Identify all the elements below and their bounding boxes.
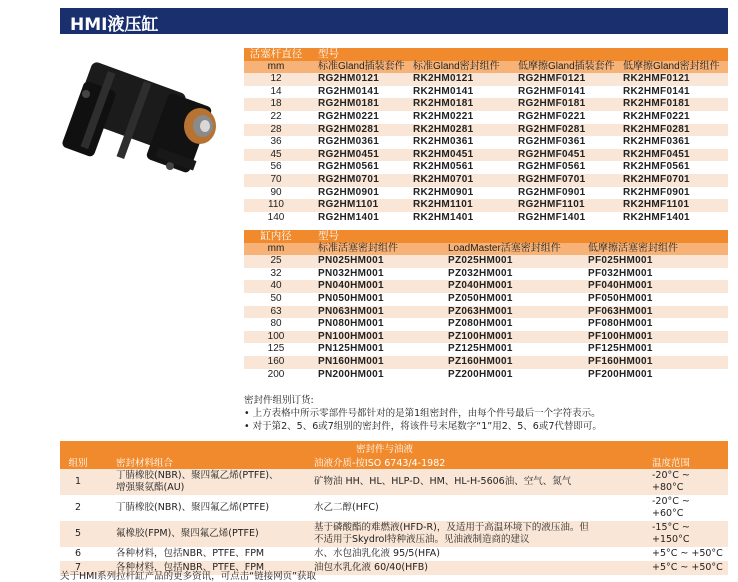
part-number-cell: RG2HMF0281 [518, 124, 623, 137]
size-cell: 110 [244, 199, 308, 212]
material-cell: 氟橡胶(FPM)、聚四氟乙烯(PTFE) [96, 521, 310, 547]
seal-table-title-row [60, 441, 728, 455]
rod-header-diameter: 活塞杆直径 [244, 48, 308, 61]
part-number-cell: RG2HM0561 [318, 161, 380, 173]
size-cell: 90 [270, 186, 282, 198]
part-number-cell: PN040HM001 [308, 280, 448, 293]
part-number-cell: PZ025HM001 [448, 255, 588, 268]
part-number-cell: PN125HM001 [318, 343, 384, 355]
size-cell: 36 [270, 136, 282, 148]
seal-table-row [60, 521, 728, 547]
part-number-cell: RK2HM0361 [413, 136, 474, 148]
part-number-cell: RG2HM1101 [308, 199, 413, 212]
bore-header-col: LoadMaster活塞密封组件 [448, 243, 588, 256]
part-number-cell: PN050HM001 [318, 292, 384, 304]
group-cell: 7 [60, 561, 96, 575]
seal-table-header-row [60, 455, 728, 469]
rod-seal-table [244, 48, 728, 224]
bore-table-row [244, 255, 728, 268]
rod-header-unit: mm [244, 61, 308, 74]
rod-table-row [244, 161, 728, 174]
part-number-cell: PN100HM001 [308, 331, 448, 344]
rod-header-col: 标准Gland密封组件 [413, 61, 518, 74]
part-number-cell: RK2HM0561 [413, 161, 474, 173]
size-cell: 32 [270, 267, 282, 279]
medium-cell: 基于磷酸酯的难燃液(HFD-R)，及适用于高温环境下的液压油。但 不适用于Skydrol特种液压油。见油液制造商的建议 [310, 521, 648, 547]
part-number-cell: PN025HM001 [308, 255, 448, 268]
part-number-cell: PZ100HM001 [448, 331, 588, 344]
size-cell: 25 [244, 255, 308, 268]
seal-header-group: 组别 [60, 455, 96, 469]
rod-table-row [244, 174, 728, 187]
medium-cell: 油包水乳化液 60/40(HFB) [310, 561, 648, 575]
part-number-cell: PN080HM001 [318, 318, 384, 330]
temperature-cell: -20°C ~ +60°C [652, 496, 690, 519]
part-number-cell: RK2HMF0451 [623, 149, 728, 162]
bore-table-row [244, 318, 728, 331]
part-number-cell: PZ032HM001 [448, 267, 513, 279]
footer-text: 关于HMI系列拉杆缸产品的更多资讯，可点击“链接网页”获取 [60, 571, 316, 582]
seal-table-title: 密封件与油液 [310, 441, 648, 455]
seal-fluid-table [60, 441, 728, 575]
part-number-cell: RG2HMF0141 [518, 85, 586, 97]
part-number-cell: PF040HM001 [588, 280, 728, 293]
part-number-cell: RK2HMF1401 [623, 211, 690, 223]
title-bar [60, 8, 728, 34]
group-cell: 6 [74, 548, 82, 559]
size-cell: 140 [267, 211, 285, 223]
bore-table-row [244, 293, 728, 306]
material-cell: 各种材料，包括NBR、PTFE、FPM [116, 548, 265, 559]
size-cell: 18 [244, 98, 308, 111]
part-number-cell: RG2HMF1401 [518, 211, 586, 223]
rod-table-row [244, 86, 728, 99]
rod-header-col: 标准Gland插装套件 [308, 61, 413, 74]
part-number-cell: PF032HM001 [588, 267, 653, 279]
ordering-notes [244, 394, 728, 433]
size-cell: 160 [244, 356, 308, 369]
bore-table-row [244, 306, 728, 319]
rod-table-row [244, 111, 728, 124]
bore-table-row [244, 369, 728, 382]
rod-header-col: 低摩擦Gland密封组件 [623, 61, 728, 74]
part-number-cell: RG2HMF0561 [518, 161, 586, 173]
notes-bullet: • 对于第2、5、6或7组别的密封件，将该件号末尾数字“1”用2、5、6或7代替即可。 [244, 421, 602, 432]
part-number-cell: RG2HM0281 [308, 124, 413, 137]
rod-table-row [244, 124, 728, 137]
part-number-cell: RG2HM0701 [308, 174, 413, 187]
rod-table-header-row [244, 48, 728, 61]
seal-header-medium: 油液介质-按ISO 6743/4-1982 [310, 455, 648, 469]
rod-table-row [244, 136, 728, 149]
part-number-cell: RG2HMF0221 [518, 110, 586, 122]
part-number-cell: PF160HM001 [588, 356, 728, 369]
part-number-cell: RK2HMF0141 [623, 85, 690, 97]
part-number-cell: RG2HM0901 [318, 186, 380, 198]
bore-table-row [244, 356, 728, 369]
part-number-cell: RG2HM0451 [308, 149, 413, 162]
part-number-cell: RK2HM1401 [413, 211, 474, 223]
hydraulic-cylinder-image [60, 46, 240, 186]
size-cell: 50 [270, 292, 282, 304]
part-number-cell: RK2HMF1101 [623, 199, 728, 212]
part-number-cell: RG2HM0221 [318, 110, 380, 122]
rod-table-row [244, 199, 728, 212]
part-number-cell: PZ040HM001 [448, 280, 588, 293]
part-number-cell: PZ050HM001 [448, 292, 513, 304]
part-number-cell: RG2HMF0121 [518, 73, 623, 86]
size-cell: 28 [244, 124, 308, 137]
material-cell: 丁腈橡胶(NBR)、聚四氟乙烯(PTFE)、 增强聚氨酯(AU) [96, 469, 310, 495]
size-cell: 63 [244, 306, 308, 319]
notes-heading: 密封件组别订货: [244, 395, 314, 406]
part-number-cell: RG2HM0121 [308, 73, 413, 86]
rod-table-row [244, 149, 728, 162]
part-number-cell: RG2HM0181 [308, 98, 413, 111]
notes-bullet: • 上方表格中所示零部件号都针对的是第1组密封件，由每个件号最后一个字符表示。 [244, 408, 601, 419]
part-number-cell: PF125HM001 [588, 343, 653, 355]
footer-note [60, 568, 316, 582]
part-number-cell: RG2HMF0181 [518, 98, 623, 111]
size-cell: 200 [267, 368, 285, 380]
part-number-cell: RK2HMF0181 [623, 98, 728, 111]
part-number-cell: RK2HM0141 [413, 85, 474, 97]
bore-header-unit: mm [244, 243, 308, 256]
part-number-cell: PF063HM001 [588, 306, 728, 319]
part-number-cell: RG2HMF0901 [518, 186, 586, 198]
material-cell: 各种材料，包括NBR、PTFE、FPM [96, 561, 310, 575]
temperature-cell: +5°C ~ +50°C [648, 561, 728, 575]
part-number-cell: RK2HMF0361 [623, 136, 690, 148]
part-number-cell: RK2HM0451 [413, 149, 518, 162]
part-number-cell: RG2HM1401 [318, 211, 380, 223]
part-number-cell: PN200HM001 [318, 368, 384, 380]
page-title: HMI液压缸 [70, 15, 159, 35]
rod-table-row [244, 212, 728, 225]
part-number-cell: PF100HM001 [588, 331, 728, 344]
part-number-cell: PN032HM001 [318, 267, 384, 279]
bore-table-row [244, 331, 728, 344]
part-number-cell: RK2HMF0281 [623, 124, 728, 137]
part-number-cell: RG2HM0141 [318, 85, 380, 97]
part-number-cell: RG2HMF0701 [518, 174, 623, 187]
part-number-cell: RK2HMF0901 [623, 186, 690, 198]
seal-header-material: 密封材料组合 [96, 455, 310, 469]
part-number-cell: RK2HMF0561 [623, 161, 690, 173]
part-number-cell: PZ063HM001 [448, 306, 588, 319]
medium-cell: 水、水包油乳化液 95/5(HFA) [314, 548, 441, 559]
bore-header-group: 型号 [308, 230, 728, 243]
bore-header-diameter: 缸内径 [244, 230, 308, 243]
part-number-cell: PF025HM001 [588, 255, 728, 268]
part-number-cell: RG2HMF0361 [518, 136, 586, 148]
part-number-cell: PF080HM001 [588, 318, 653, 330]
size-cell: 14 [270, 85, 282, 97]
group-cell: 2 [74, 502, 82, 513]
part-number-cell: PZ200HM001 [448, 368, 513, 380]
part-number-cell: PF200HM001 [588, 368, 653, 380]
seal-table-row [60, 547, 728, 561]
part-number-cell: PZ125HM001 [448, 343, 513, 355]
temperature-cell: -15°C ~ +150°C [648, 521, 728, 547]
size-cell: 56 [270, 161, 282, 173]
part-number-cell: PN063HM001 [308, 306, 448, 319]
part-number-cell: PN160HM001 [308, 356, 448, 369]
part-number-cell: RG2HMF0451 [518, 149, 623, 162]
bore-table-row [244, 280, 728, 293]
part-number-cell: RG2HM0361 [318, 136, 380, 148]
temperature-cell: +5°C ~ +50°C [652, 548, 723, 559]
rod-table-row [244, 73, 728, 86]
rod-table-subheader-row [244, 61, 728, 74]
medium-cell: 水乙二醇(HFC) [314, 502, 379, 513]
size-cell: 45 [244, 149, 308, 162]
part-number-cell: RK2HM0181 [413, 98, 518, 111]
part-number-cell: RG2HMF1101 [518, 199, 623, 212]
size-cell: 22 [270, 110, 282, 122]
part-number-cell: PZ080HM001 [448, 318, 513, 330]
part-number-cell: RK2HM0901 [413, 186, 474, 198]
part-number-cell: PZ160HM001 [448, 356, 588, 369]
bore-table-header-row [244, 230, 728, 243]
part-number-cell: RK2HM0281 [413, 124, 518, 137]
size-cell: 80 [270, 318, 282, 330]
size-cell: 12 [244, 73, 308, 86]
part-number-cell: RK2HMF0701 [623, 174, 728, 187]
size-cell: 125 [267, 343, 285, 355]
part-number-cell: RK2HMF0121 [623, 73, 728, 86]
bore-header-col: 低摩擦活塞密封组件 [588, 243, 728, 256]
seal-table-row [60, 495, 728, 521]
part-number-cell: RK2HM0121 [413, 73, 518, 86]
rod-table-row [244, 98, 728, 111]
temperature-cell: -20°C ~ +80°C [648, 469, 728, 495]
bore-table-subheader-row [244, 243, 728, 256]
medium-cell: 矿物油 HH、HL、HLP-D、HM、HL-H-5606油、空气、氮气 [310, 469, 648, 495]
group-cell: 5 [60, 521, 96, 547]
bore-table-row [244, 268, 728, 281]
size-cell: 40 [244, 280, 308, 293]
material-cell: 丁腈橡胶(NBR)、聚四氟乙烯(PTFE) [116, 502, 270, 513]
rod-header-col: 低摩擦Gland插装套件 [518, 61, 623, 74]
part-number-cell: RK2HM1101 [413, 199, 518, 212]
part-number-cell: RK2HMF0221 [623, 110, 690, 122]
part-number-cell: RK2HM0701 [413, 174, 518, 187]
seal-header-temperature: 温度范围 [648, 455, 728, 469]
size-cell: 100 [244, 331, 308, 344]
rod-header-group: 型号 [308, 48, 728, 61]
bore-seal-table [244, 230, 728, 381]
size-cell: 70 [244, 174, 308, 187]
part-number-cell: RK2HM0221 [413, 110, 474, 122]
seal-table-row [60, 469, 728, 495]
group-cell: 1 [60, 469, 96, 495]
rod-table-row [244, 187, 728, 200]
bore-table-row [244, 343, 728, 356]
part-number-cell: PF050HM001 [588, 292, 653, 304]
bore-header-col: 标准活塞密封组件 [308, 243, 448, 256]
